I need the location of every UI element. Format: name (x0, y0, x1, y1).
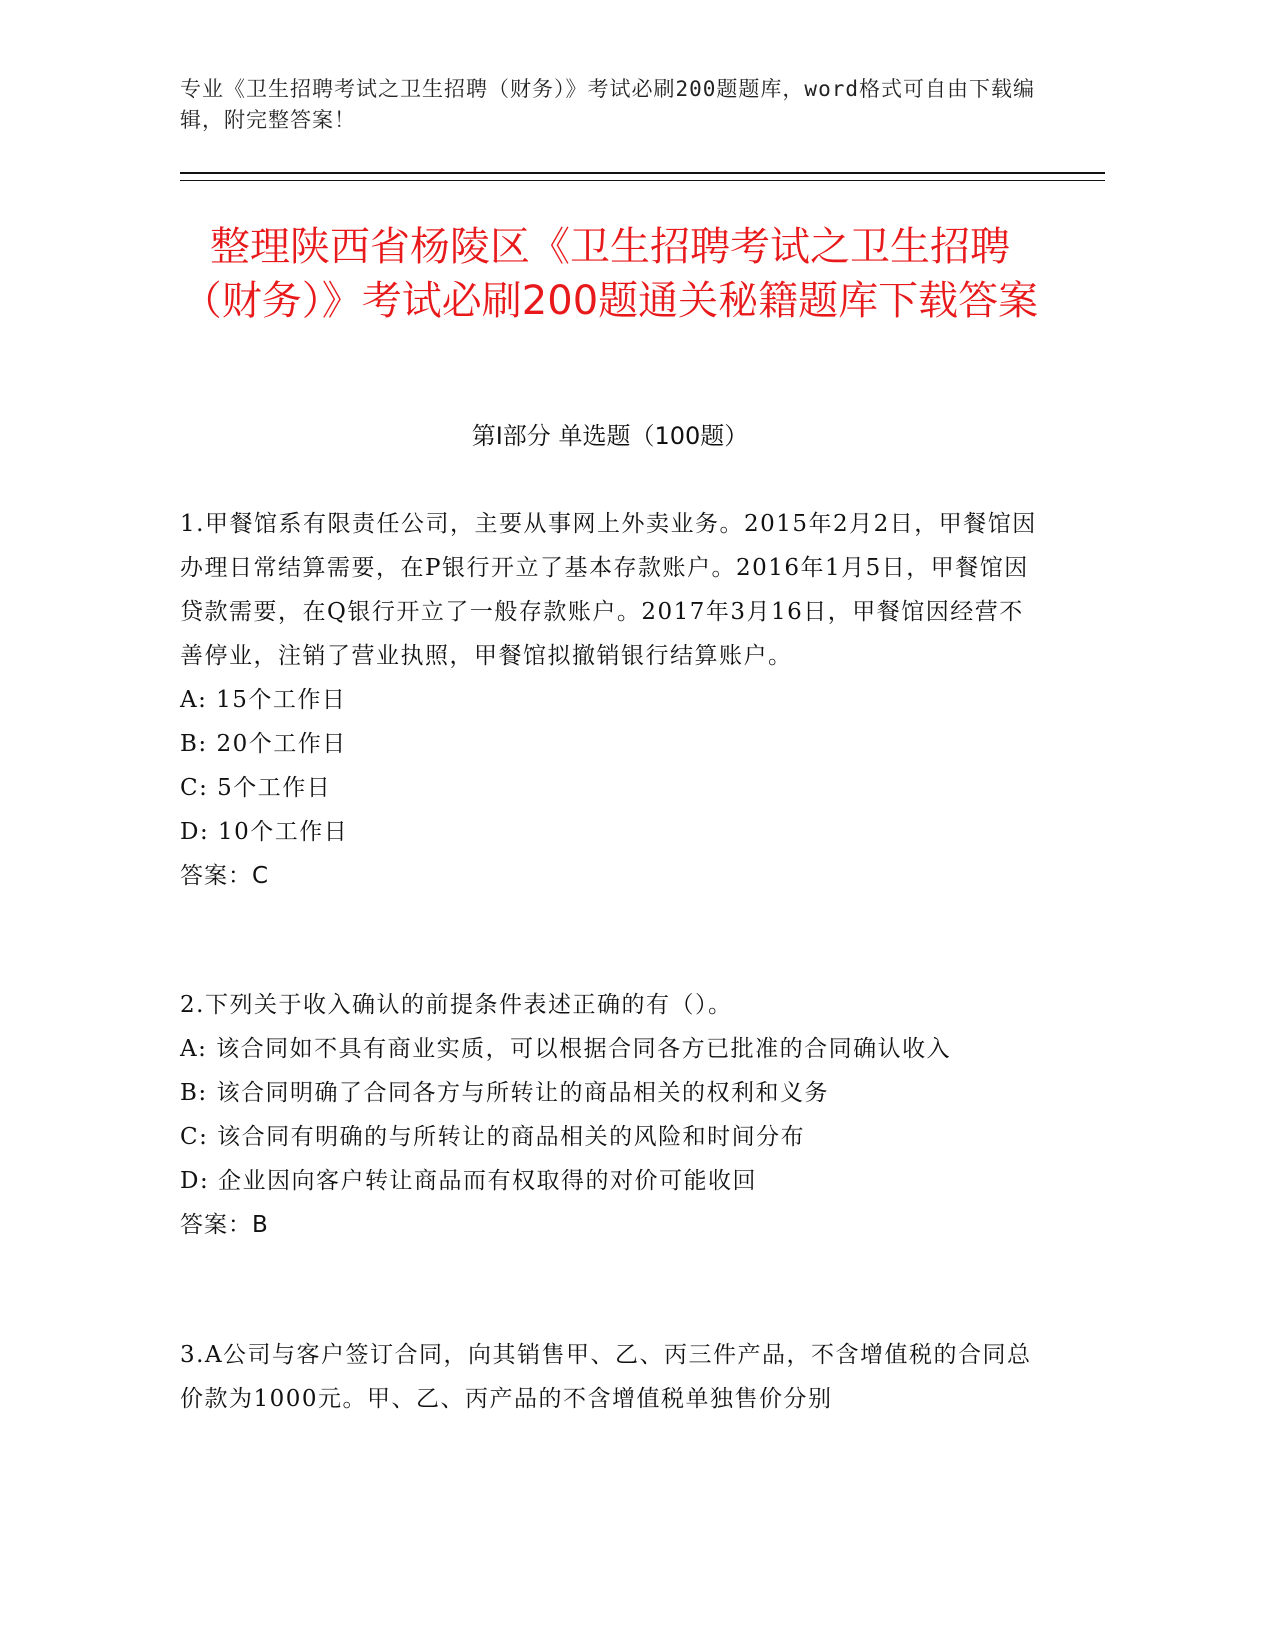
option-a: A: 该合同如不具有商业实质，可以根据合同各方已批准的合同确认收入 (180, 1036, 952, 1062)
question-2 (180, 983, 1040, 1247)
question-stem: 1.甲餐馆系有限责任公司，主要从事网上外卖业务。2015年2月2日，甲餐馆因办理日常结算需要，在P银行开立了基本存款账户。2016年1月5日，甲餐馆因贷款需要，在Q银行开立了一般存款账户。2017年3月16日，甲餐馆因经营不善停业，注销了营业执照，甲餐馆拟撤销银行结算账户。 (180, 511, 1037, 669)
header-divider-thin (180, 180, 1105, 181)
document-title: 整理陕西省杨陵区《卫生招聘考试之卫生招聘（财务）》考试必刷200题通关秘籍题库下载答案 (181, 224, 1039, 324)
option-b: B: 该合同明确了合同各方与所转让的商品相关的权利和义务 (180, 1080, 829, 1106)
question-stem: 2.下列关于收入确认的前提条件表述正确的有（）。 (180, 992, 733, 1018)
question-3 (180, 1333, 1040, 1421)
option-d: D: 企业因向客户转让商品而有权取得的对价可能收回 (180, 1168, 758, 1194)
question-1 (180, 502, 1040, 898)
question-stem: 3.A公司与客户签订合同，向其销售甲、乙、丙三件产品，不含增值税的合同总价款为1000元。甲、乙、丙产品的不含增值税单独售价分别 (180, 1342, 1032, 1412)
header-divider-thick (180, 172, 1105, 174)
option-c: C: 5个工作日 (180, 775, 332, 801)
section-title: 第Ⅰ部分 单选题（100题） (471, 422, 749, 450)
answer: 答案：C (180, 863, 270, 889)
option-d: D: 10个工作日 (180, 819, 349, 845)
option-a: A: 15个工作日 (180, 687, 347, 713)
answer: 答案：B (180, 1212, 269, 1238)
header-note: 专业《卫生招聘考试之卫生招聘（财务）》考试必刷200题题库，word格式可自由下载编辑，附完整答案！ (180, 77, 1035, 132)
option-b: B: 20个工作日 (180, 731, 347, 757)
option-c: C: 该合同有明确的与所转让的商品相关的风险和时间分布 (180, 1124, 806, 1150)
